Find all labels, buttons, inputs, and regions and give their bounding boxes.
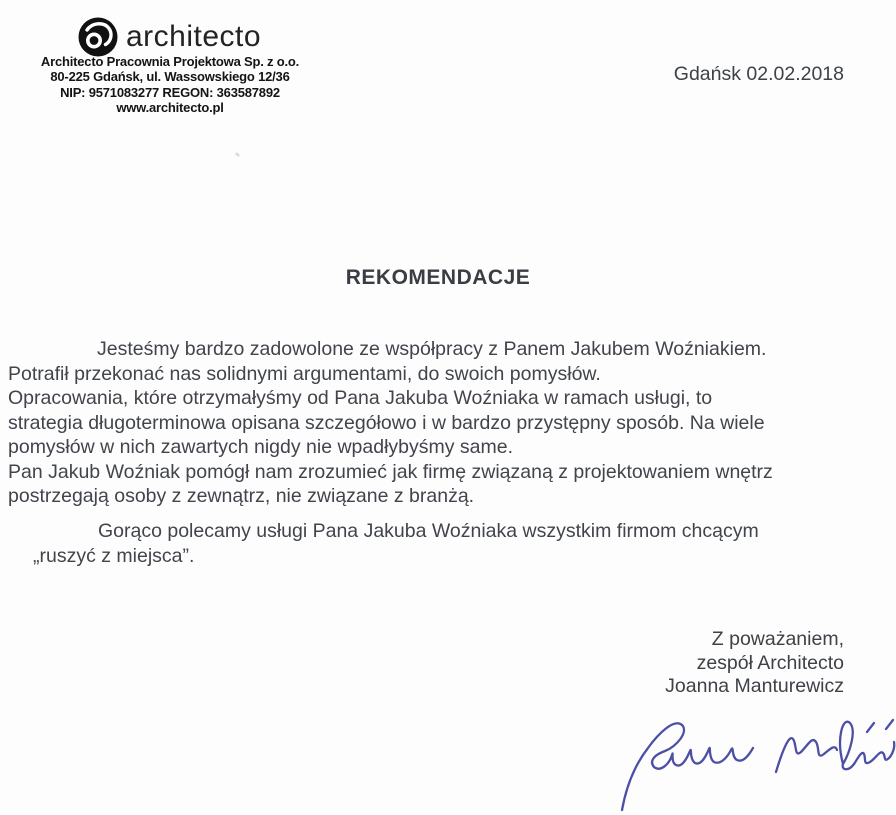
architecto-swirl-icon [77,16,119,58]
company-website-line: www.architecto.pl [116,100,224,116]
body-line: Potrafił przekonać nas solidnymi argumentami, do swoich pomysłów. [8,362,601,385]
body-line: Opracowania, które otrzymałyśmy od Pana Jakuba Woźniaka w ramach usługi, to [8,387,713,409]
body-line: strategia długoterminowa opisana szczegółowo i w bardzo przystępny sposób. Na wiele [8,411,765,434]
letter-date: Gdańsk 02.02.2018 [673,63,844,85]
brand-wordmark: architecto [126,20,262,53]
closing-signer-name: Joanna Manturewicz [665,675,844,698]
recommendation-paragraph-1 [8,337,773,509]
body-line: pomysłów w nich zawartych nigdy nie wpadłybyśmy same. [8,436,514,458]
company-tax-ids-line: NIP: 9571083277 REGON: 363587892 [60,84,280,100]
company-info-block [14,54,326,116]
recommendation-paragraph-2 [33,519,759,568]
closing-team: zespół Architecto [696,651,844,674]
closing-block [665,628,844,699]
handwritten-signature [596,692,896,814]
body-line: „ruszyć z miejsca”. [33,544,195,567]
body-line: postrzegają osoby z zewnątrz, nie związane z branżą. [8,485,475,507]
company-name-line: Architecto Pracownia Projektowa Sp. z o.o. [40,54,300,69]
letter-title: REKOMENDACJE [345,266,531,289]
closing-salutation: Z poważaniem, [711,628,844,650]
company-address-line: 80-225 Gdańsk, ul. Wassowskiego 12/36 [50,69,290,85]
scan-artifact-speck [235,152,241,158]
body-line: Jesteśmy bardzo zadowolone ze współpracy z Panem Jakubem Woźniakiem. [97,338,767,360]
body-line: Gorąco polecamy usługi Pana Jakuba Woźniaka wszystkim firmom chcącym [98,520,759,542]
body-line: Pan Jakub Woźniak pomógł nam zrozumieć jak firmę związaną z projektowaniem wnętrz [8,460,773,483]
